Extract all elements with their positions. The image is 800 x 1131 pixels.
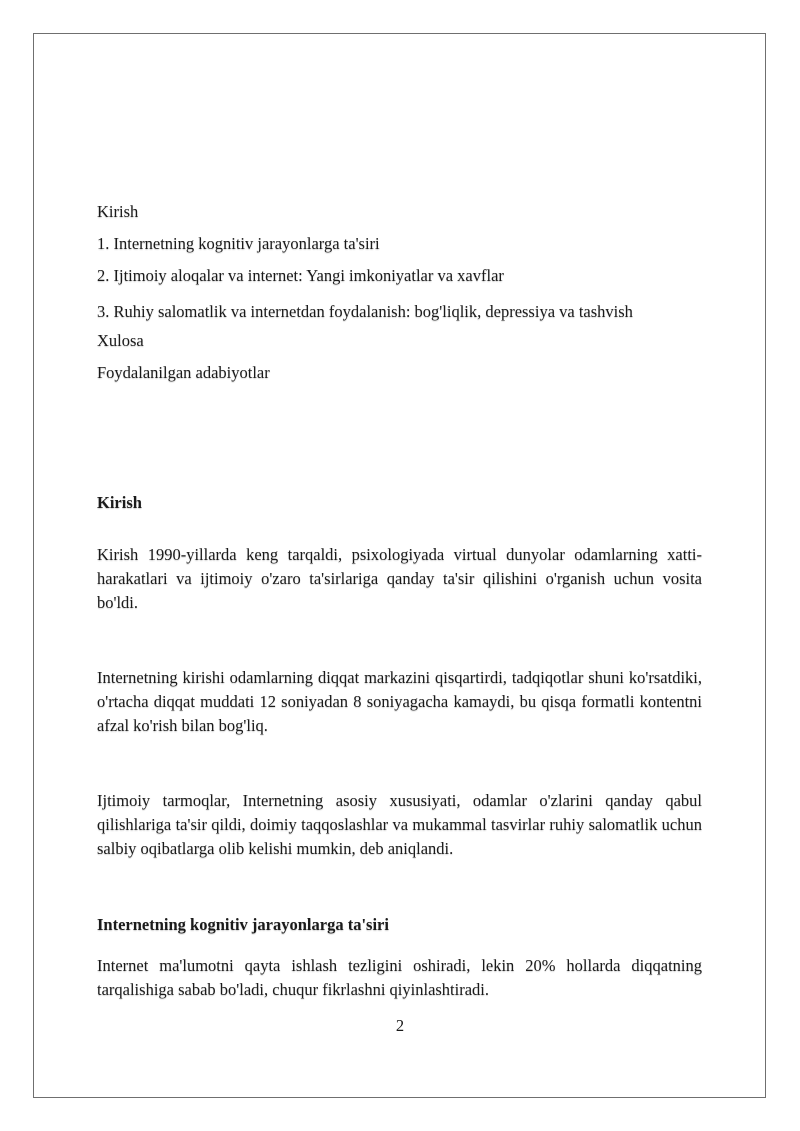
toc-item: 2. Ijtimoiy aloqalar va internet: Yangi imkoniyatlar va xavflar: [97, 266, 504, 285]
paragraph: Internetning kirishi odamlarning diqqat markazini qisqartirdi, tadqiqotlar shuni ko'rsatdiki, o'rtacha diqqat muddati 12 soniyadan 8 soniyagacha kamaydi, bu qisqa formatli kontentni afzal ko'rish bilan bog'liq.: [97, 668, 702, 735]
cognitive-paragraph-1: [97, 954, 702, 1002]
paragraph: Kirish 1990-yillarda keng tarqaldi, psixologiyada virtual dunyolar odamlarning xatti-harakatlari va ijtimoiy o'zaro ta'sirlariga qanday ta'sir qilishini o'rganish uchun vosita bo'ldi.: [97, 545, 702, 612]
section-heading-intro: [97, 491, 702, 515]
paragraph: Internet ma'lumotni qayta ishlash tezligini oshiradi, lekin 20% hollarda diqqatning tarqalishiga sabab bo'ladi, chuqur fikrlashni qiyinlashtiradi.: [97, 956, 702, 999]
intro-paragraph-1: [97, 543, 702, 615]
intro-paragraph-2: [97, 666, 702, 738]
paragraph: Ijtimoiy tarmoqlar, Internetning asosiy xususiyati, odamlar o'zlarini qanday qabul qilishlariga ta'sir qildi, doimiy taqqoslashlar va mukammal tasvirlar ruhiy salomatlik uchun salbiy oqibatlarga olib kelishi mumkin, deb aniqlandi.: [97, 791, 702, 858]
section-heading-cognitive: [97, 913, 702, 937]
section-heading: Kirish: [97, 493, 142, 512]
section-heading: Internetning kognitiv jarayonlarga ta'siri: [97, 915, 389, 934]
table-of-contents: [97, 200, 702, 393]
page-number: 2: [395, 1016, 405, 1035]
toc-item: Kirish: [97, 202, 139, 221]
intro-paragraph-3: [97, 789, 702, 861]
toc-item: Xulosa: [97, 331, 144, 350]
toc-item: 1. Internetning kognitiv jarayonlarga ta'siri: [97, 234, 380, 253]
toc-item: Foydalanilgan adabiyotlar: [97, 363, 270, 382]
toc-item: 3. Ruhiy salomatlik va internetdan foydalanish: bog'liqlik, depressiya va tashvish: [97, 302, 633, 321]
